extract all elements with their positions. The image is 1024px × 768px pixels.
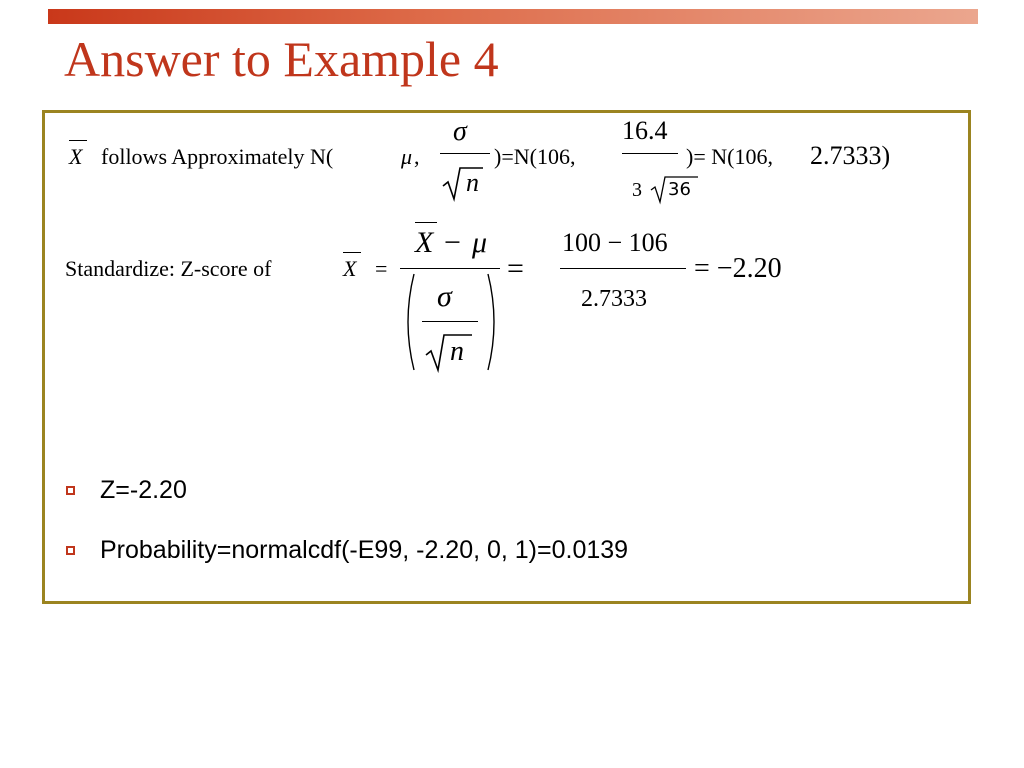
numerator-16-4: 16.4 <box>622 116 668 145</box>
denominator-n: n <box>450 336 464 367</box>
sigma-numerator: σ <box>453 116 467 147</box>
root-36-text: 36 <box>668 179 691 200</box>
content-box <box>42 110 971 604</box>
xbar-symbol: X <box>69 144 83 169</box>
equals-sign-1: = <box>375 256 388 281</box>
fraction-bar-2 <box>622 153 678 154</box>
xbar-overbar-2 <box>343 252 361 253</box>
fraction-bar-1 <box>440 153 490 154</box>
result-2-7333: 2.7333) <box>810 141 891 170</box>
numerator-mu: μ <box>472 226 488 259</box>
z-result: = −2.20 <box>694 253 782 284</box>
comma: , <box>414 144 420 169</box>
close-text: )= N(106, <box>686 144 773 169</box>
numerator-x-overbar <box>415 222 437 223</box>
standardize-label: Standardize: Z-score of <box>65 256 272 281</box>
minus-sign: − <box>444 226 461 259</box>
inner-fraction-bar <box>422 321 478 322</box>
xbar-symbol-2: X <box>343 256 357 281</box>
mid-text: )=N(106, <box>494 144 576 169</box>
bullet-square-icon <box>66 546 75 555</box>
equals-sign-2: = <box>507 252 524 285</box>
title-accent-bar <box>48 9 978 24</box>
fraction-bar-4 <box>560 268 686 269</box>
n-denominator: n <box>466 168 479 197</box>
follows-text: follows Approximately N( <box>101 144 334 169</box>
xbar-overbar <box>69 140 87 141</box>
denominator-sigma: σ <box>437 280 452 313</box>
numerator-100-106: 100 − 106 <box>562 228 668 257</box>
fraction-bar-3 <box>400 268 500 269</box>
slide-title: Answer to Example 4 <box>64 31 499 87</box>
bullet-square-icon <box>66 486 75 495</box>
denominator-2-7333: 2.7333 <box>581 286 647 312</box>
numerator-x: X <box>415 226 434 259</box>
bullet-z-value: Z=-2.20 <box>100 476 187 504</box>
denominator-partial: 3 <box>632 179 642 201</box>
mu-symbol: μ <box>401 144 413 169</box>
bullet-probability: Probability=normalcdf(-E99, -2.20, 0, 1)=0.0139 <box>100 536 629 564</box>
